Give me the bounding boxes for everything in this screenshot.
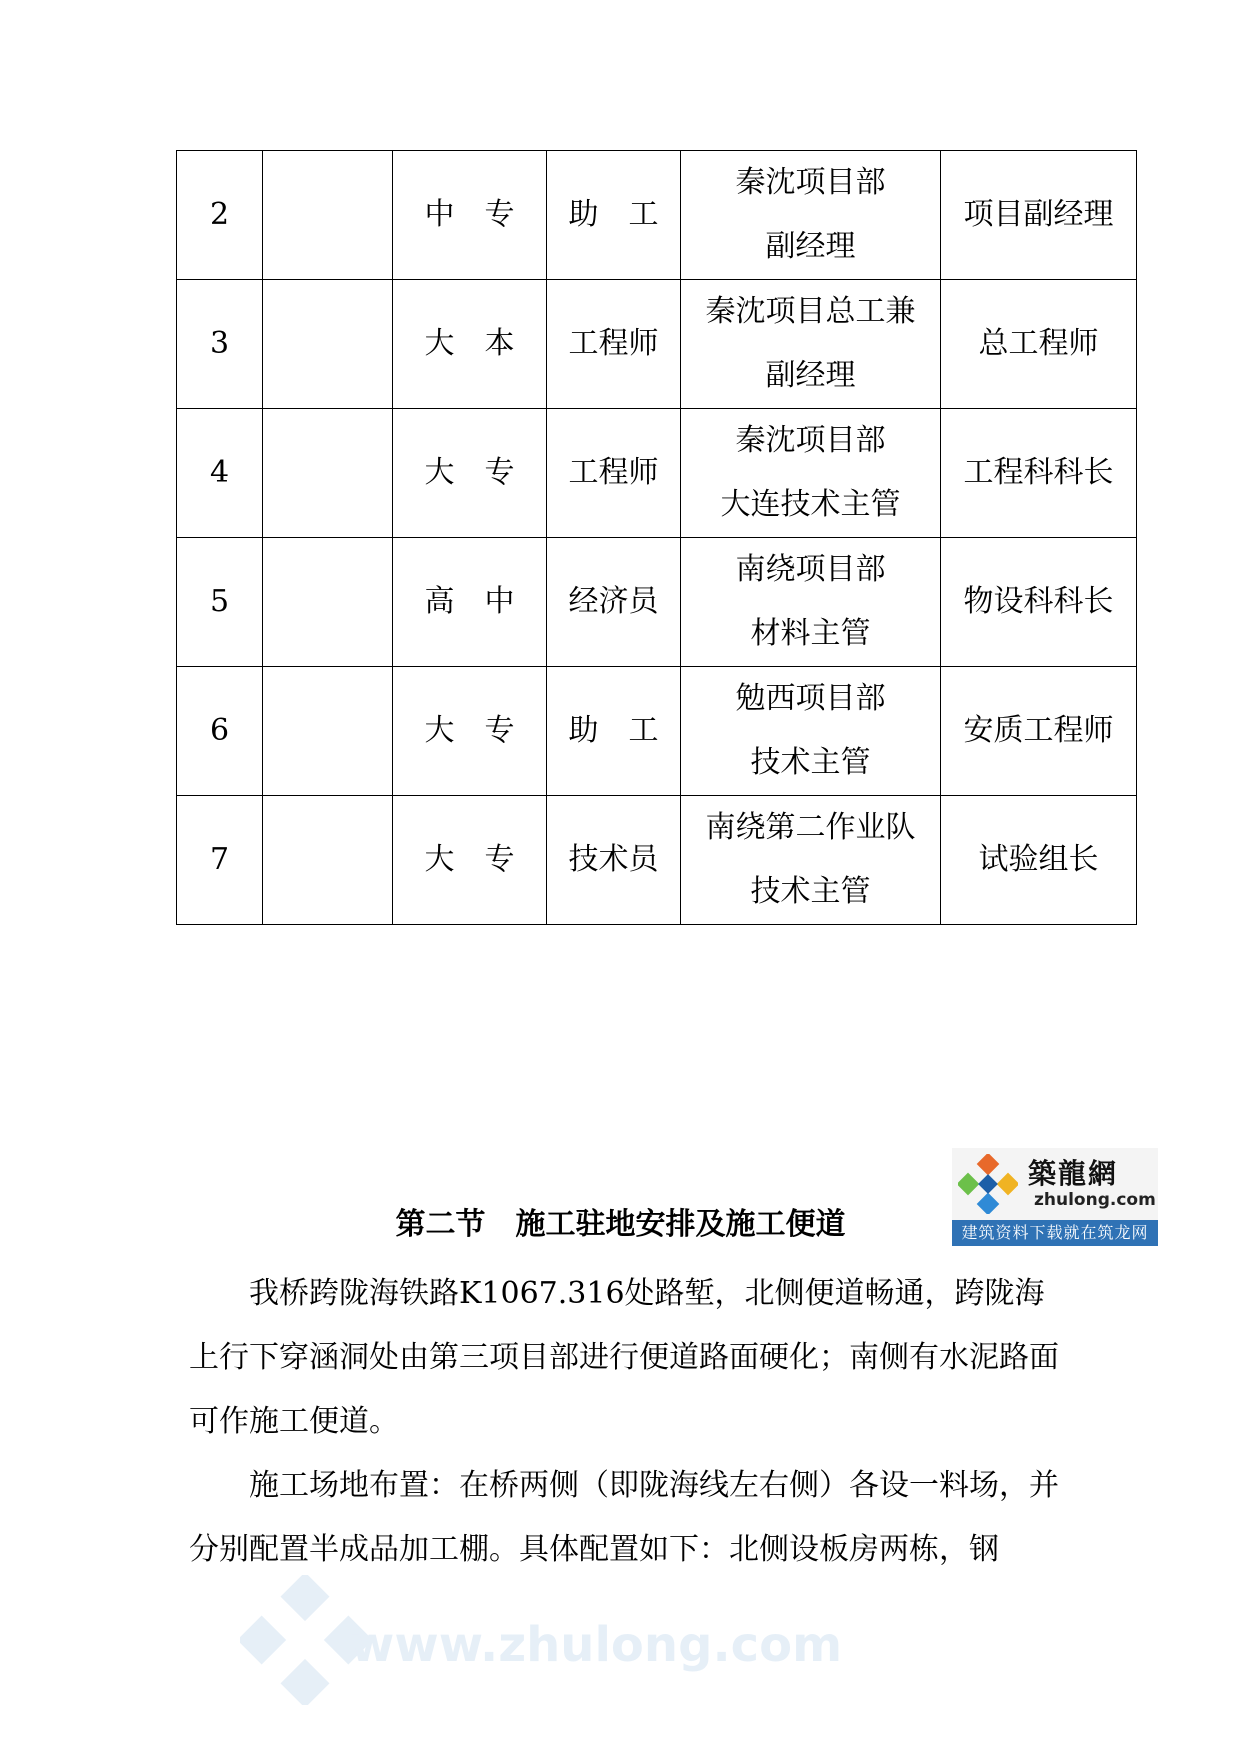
- cell-name: [263, 796, 393, 925]
- cell-role: 总工程师: [941, 280, 1137, 409]
- watermark: [240, 1575, 860, 1705]
- logo-slogan: 建筑资料下载就在筑龙网: [952, 1220, 1158, 1246]
- previous-post-line: 南绕项目部: [735, 552, 886, 587]
- cell-role: 试验组长: [941, 796, 1137, 925]
- zhulong-logo: [952, 1148, 1158, 1246]
- cell-name: [263, 538, 393, 667]
- cell-role: 项目副经理: [941, 151, 1137, 280]
- paragraph-2: 施工场地布置：在桥两侧（即陇海线左右侧）各设一料场，并分别配置半成品加工棚。具体配置如下：北侧设板房两栋，钢: [189, 1468, 1059, 1567]
- cell-number: 4: [177, 409, 263, 538]
- logo-top: [952, 1148, 1158, 1220]
- previous-post-line: 秦沈项目部: [735, 423, 886, 458]
- cell-previous-post: [681, 667, 941, 796]
- cell-number: 7: [177, 796, 263, 925]
- cell-previous-post: [681, 538, 941, 667]
- previous-post-line: 技术主管: [750, 874, 871, 909]
- cell-title: 经济员: [547, 538, 681, 667]
- previous-post-line: 大连技术主管: [720, 487, 901, 522]
- table-row: [177, 796, 1137, 925]
- logo-domain: zhulong.com: [1034, 1190, 1156, 1210]
- cell-role: 工程科科长: [941, 409, 1137, 538]
- cell-name: [263, 667, 393, 796]
- table-row: [177, 151, 1137, 280]
- cell-previous-post: [681, 409, 941, 538]
- cell-role: 物设科科长: [941, 538, 1137, 667]
- cell-previous-post: [681, 280, 941, 409]
- cell-number: 3: [177, 280, 263, 409]
- table-row: [177, 280, 1137, 409]
- previous-post-line: 材料主管: [750, 616, 871, 651]
- cell-previous-post: [681, 796, 941, 925]
- previous-post-line: 秦沈项目总工兼: [705, 294, 916, 329]
- cell-education: 中 专: [393, 151, 547, 280]
- cell-title: 工程师: [547, 409, 681, 538]
- cell-education: 大 专: [393, 409, 547, 538]
- cell-education: 高 中: [393, 538, 547, 667]
- previous-post-line: 副经理: [765, 229, 856, 264]
- cell-education: 大 专: [393, 667, 547, 796]
- cell-number: 2: [177, 151, 263, 280]
- table-row: [177, 538, 1137, 667]
- staff-table-body: [177, 151, 1137, 925]
- staff-table: [176, 150, 1137, 925]
- previous-post-line: 副经理: [765, 358, 856, 393]
- previous-post-line: 南绕第二作业队: [705, 810, 916, 845]
- cell-title: 助 工: [547, 151, 681, 280]
- cell-name: [263, 151, 393, 280]
- cell-number: 5: [177, 538, 263, 667]
- cell-title: 技术员: [547, 796, 681, 925]
- section-heading: 第二节 施工驻地安排及施工便道: [395, 1207, 846, 1242]
- cell-name: [263, 409, 393, 538]
- cell-number: 6: [177, 667, 263, 796]
- previous-post-line: 秦沈项目部: [735, 165, 886, 200]
- cell-education: 大 专: [393, 796, 547, 925]
- cell-role: 安质工程师: [941, 667, 1137, 796]
- watermark-text: www.zhulong.com: [350, 1617, 843, 1673]
- logo-name: 築龍網: [1028, 1157, 1119, 1190]
- previous-post-line: 勉西项目部: [735, 681, 886, 716]
- section-body: [189, 1262, 1059, 1582]
- cell-title: 助 工: [547, 667, 681, 796]
- cell-education: 大 本: [393, 280, 547, 409]
- paragraph-1: 我桥跨陇海铁路K1067.316处路堑，北侧便道畅通，跨陇海上行下穿涵洞处由第三项目部进行便道路面硬化；南侧有水泥路面可作施工便道。: [189, 1276, 1059, 1439]
- previous-post-line: 技术主管: [750, 745, 871, 780]
- snowflake-logo-icon: [958, 1154, 1018, 1214]
- cell-title: 工程师: [547, 280, 681, 409]
- cell-name: [263, 280, 393, 409]
- cell-previous-post: [681, 151, 941, 280]
- table-row: [177, 667, 1137, 796]
- table-row: [177, 409, 1137, 538]
